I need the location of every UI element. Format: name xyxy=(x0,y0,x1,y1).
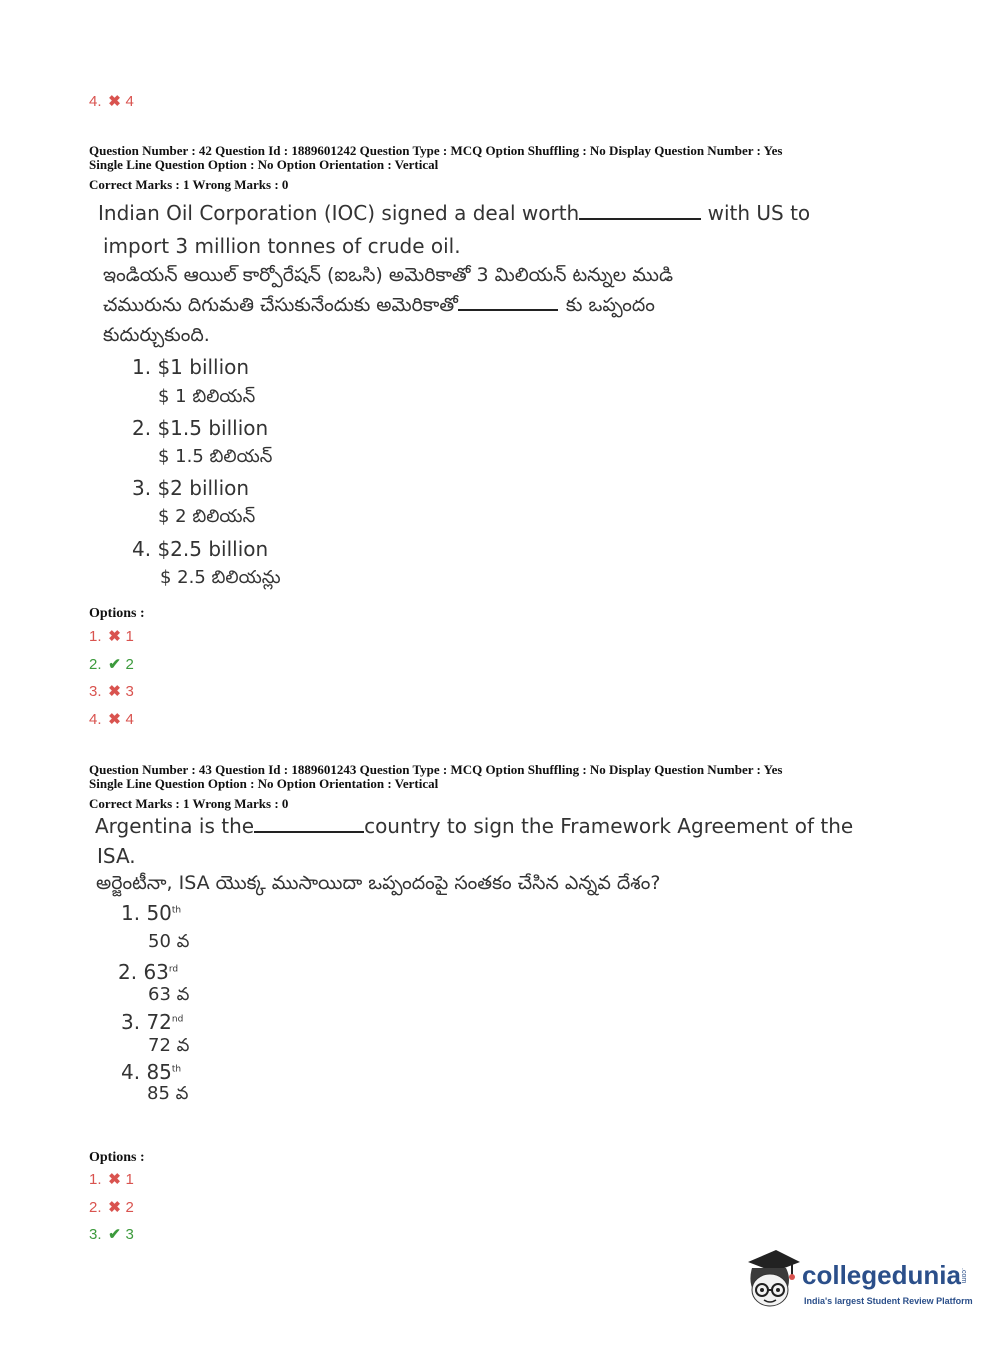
q43-meta-line2: Single Line Question Option : No Option Orientation : Vertical xyxy=(89,776,439,791)
logo-tagline: India's largest Student Review Platform xyxy=(804,1296,973,1306)
q42-choice-1-telugu: $ 1 బిలియన్ xyxy=(158,386,256,407)
choice-label: 1. 50 xyxy=(121,901,172,925)
collegedunia-logo[interactable] xyxy=(742,1248,982,1318)
q43-choice-1-telugu: 50 వ xyxy=(148,931,190,952)
choice-label: 2. 63 xyxy=(118,960,169,984)
q42-option-2 xyxy=(89,654,134,676)
q42-choice-4: 4. $2.5 billion xyxy=(132,537,269,561)
ordinal-suffix: rd xyxy=(168,964,179,975)
q42-telugu-part-b: కు ఒప్పందం xyxy=(565,294,655,316)
option-value: 3 xyxy=(125,683,134,700)
q43-choice-2-telugu: 63 వ xyxy=(148,984,190,1005)
q43-choice-3-telugu: 72 వ xyxy=(148,1035,190,1056)
ordinal-suffix: th xyxy=(171,1064,182,1075)
q43-question-line1 xyxy=(95,814,853,838)
cross-icon: ✖ xyxy=(108,683,121,700)
answer-blank xyxy=(254,831,364,833)
ordinal-suffix: th xyxy=(171,905,182,916)
q42-options-label: Options : xyxy=(89,606,145,621)
answer-blank xyxy=(579,218,701,220)
q42-option-3 xyxy=(89,681,134,703)
logo-wordmark: collegedunia xyxy=(802,1260,961,1290)
option-value: 3 xyxy=(125,1226,134,1243)
q43-meta-line1: Question Number : 43 Question Id : 1889601243 Question Type : MCQ Option Shuffling : No Display Question Number : Yes xyxy=(89,762,783,777)
option-number: 1. xyxy=(89,628,102,645)
q42-text-part-a: Indian Oil Corporation (IOC) signed a deal worth xyxy=(98,201,580,225)
option-number: 1. xyxy=(89,1171,102,1188)
option-number: 2. xyxy=(89,656,102,673)
q42-meta-line1: Question Number : 42 Question Id : 1889601242 Question Type : MCQ Option Shuffling : No Display Question Number : Yes xyxy=(89,143,783,158)
q43-choice-4 xyxy=(121,1060,181,1084)
q43-option-2 xyxy=(89,1197,134,1219)
q42-choice-1: 1. $1 billion xyxy=(132,355,250,379)
option-value: 2 xyxy=(125,656,134,673)
q42-telugu-line2 xyxy=(103,294,655,321)
q43-option-1 xyxy=(89,1169,134,1191)
q42-choice-2-telugu: $ 1.5 బిలియన్ xyxy=(158,446,273,467)
q42-choice-2: 2. $1.5 billion xyxy=(132,416,269,440)
option-value: 1 xyxy=(125,628,134,645)
check-icon: ✔ xyxy=(108,1226,121,1243)
option-value: 4 xyxy=(125,711,134,728)
option-value: 2 xyxy=(125,1199,134,1216)
q42-marks: Correct Marks : 1 Wrong Marks : 0 xyxy=(89,177,289,192)
option-number: 3. xyxy=(89,683,102,700)
q43-text-part-a: Argentina is the xyxy=(95,814,255,838)
q43-choice-4-telugu: 85 వ xyxy=(147,1083,189,1104)
choice-label: 4. 85 xyxy=(121,1060,172,1084)
option-number: 4. xyxy=(89,93,102,110)
option-value: 4 xyxy=(125,93,134,110)
q43-question-line2: ISA. xyxy=(97,844,136,868)
ordinal-suffix: nd xyxy=(171,1014,184,1025)
answer-blank xyxy=(458,309,558,311)
q43-marks: Correct Marks : 1 Wrong Marks : 0 xyxy=(89,796,289,811)
cross-icon: ✖ xyxy=(108,628,121,645)
q43-choice-3 xyxy=(121,1010,183,1034)
option-number: 2. xyxy=(89,1199,102,1216)
q42-meta-line2: Single Line Question Option : No Option Orientation : Vertical xyxy=(89,157,439,172)
q42-option-1 xyxy=(89,626,134,648)
q43-telugu-line1: అర్జెంటీనా, ISA యొక్క ముసాయిదా ఒప్పందంపై సంతకం చేసిన ఎన్నవ దేశం? xyxy=(96,872,661,894)
q43-choice-1 xyxy=(121,901,181,925)
q43-choice-2 xyxy=(118,960,178,984)
q42-question-line2: import 3 million tonnes of crude oil. xyxy=(103,234,461,258)
option-number: 3. xyxy=(89,1226,102,1243)
q43-option-3 xyxy=(89,1224,134,1246)
q42-telugu-part-a: చమురును దిగుమతి చేసుకునేందుకు అమెరికాతో xyxy=(103,294,458,316)
cross-icon: ✖ xyxy=(108,1199,121,1216)
option-value: 1 xyxy=(125,1171,134,1188)
q43-text-part-b: country to sign the Framework Agreement of the xyxy=(364,814,854,838)
q42-choice-4-telugu: $ 2.5 బిలియన్లు xyxy=(160,567,281,588)
option-number: 4. xyxy=(89,711,102,728)
check-icon: ✔ xyxy=(108,656,121,673)
logo-com-suffix: .com xyxy=(960,1268,967,1284)
q42-choice-3-telugu: $ 2 బిలియన్ xyxy=(158,506,256,527)
cross-icon: ✖ xyxy=(108,93,121,110)
q43-options-label: Options : xyxy=(89,1150,145,1165)
mascot-icon xyxy=(742,1248,802,1312)
cross-icon: ✖ xyxy=(108,1171,121,1188)
choice-label: 3. 72 xyxy=(121,1010,172,1034)
q42-text-part-b: with US to xyxy=(701,201,811,225)
cross-icon: ✖ xyxy=(108,711,121,728)
prev-option-4 xyxy=(89,91,134,113)
q42-choice-3: 3. $2 billion xyxy=(132,476,250,500)
q42-question-line1 xyxy=(98,201,810,225)
q42-option-4 xyxy=(89,709,134,731)
q42-telugu-line1: ఇండియన్ ఆయిల్ కార్పోరేషన్ (ఐఒసి) అమెరికాతో 3 మిలియన్ టన్నుల ముడి xyxy=(103,264,674,286)
q42-telugu-line3: కుదుర్చుకుంది. xyxy=(103,324,210,346)
